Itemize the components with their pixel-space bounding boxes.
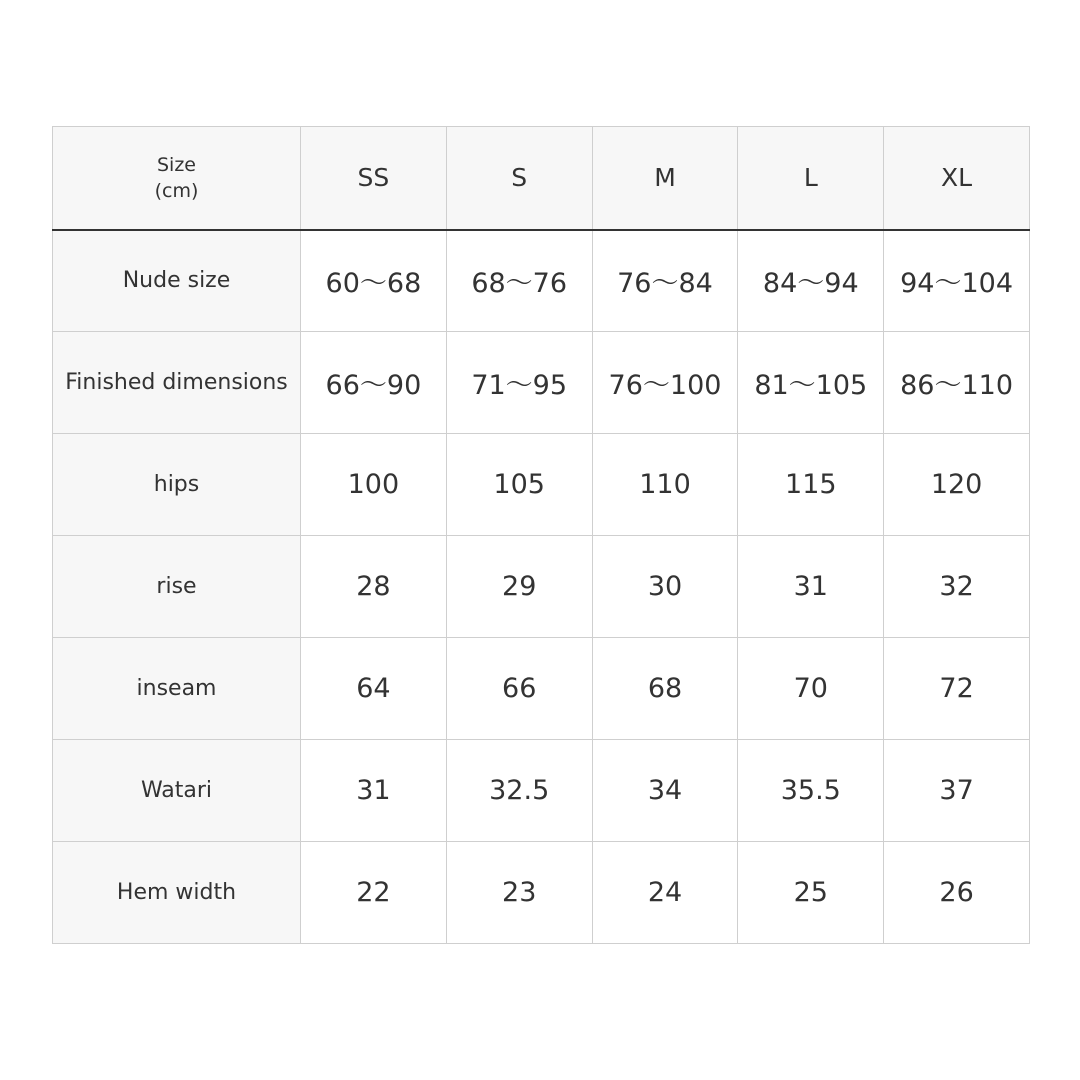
table-cell: 29 bbox=[446, 536, 592, 638]
table-cell: 76～100 bbox=[592, 332, 738, 434]
table-cell: 31 bbox=[301, 740, 447, 842]
table-cell: 66～90 bbox=[301, 332, 447, 434]
table-cell: 32.5 bbox=[446, 740, 592, 842]
table-cell: 68～76 bbox=[446, 230, 592, 332]
table-cell: 115 bbox=[738, 434, 884, 536]
table-cell: 24 bbox=[592, 842, 738, 944]
table-row-hem-width bbox=[53, 842, 1030, 944]
table-cell: 25 bbox=[738, 842, 884, 944]
table-cell: 70 bbox=[738, 638, 884, 740]
table-cell: 120 bbox=[884, 434, 1030, 536]
table-cell: 23 bbox=[446, 842, 592, 944]
column-header-l: L bbox=[738, 127, 884, 230]
table-cell: 64 bbox=[301, 638, 447, 740]
size-chart-table bbox=[52, 126, 1030, 944]
table-cell: 72 bbox=[884, 638, 1030, 740]
table-cell: 34 bbox=[592, 740, 738, 842]
corner-header bbox=[53, 127, 301, 230]
table-row-inseam bbox=[53, 638, 1030, 740]
table-row-hips bbox=[53, 434, 1030, 536]
corner-label-size: Size bbox=[156, 153, 196, 176]
table-cell: 110 bbox=[592, 434, 738, 536]
row-label: rise bbox=[53, 536, 301, 638]
table-cell: 76～84 bbox=[592, 230, 738, 332]
table-cell: 84～94 bbox=[738, 230, 884, 332]
table-cell: 22 bbox=[301, 842, 447, 944]
table-cell: 35.5 bbox=[738, 740, 884, 842]
table-cell: 71～95 bbox=[446, 332, 592, 434]
row-label: hips bbox=[53, 434, 301, 536]
table-cell: 32 bbox=[884, 536, 1030, 638]
table-row-finished-dimensions bbox=[53, 332, 1030, 434]
column-header-m: M bbox=[592, 127, 738, 230]
table-cell: 30 bbox=[592, 536, 738, 638]
table-cell: 100 bbox=[301, 434, 447, 536]
table-cell: 94～104 bbox=[884, 230, 1030, 332]
table-cell: 60～68 bbox=[301, 230, 447, 332]
column-header-s: S bbox=[446, 127, 592, 230]
column-header-xl: XL bbox=[884, 127, 1030, 230]
row-label: Finished dimensions bbox=[53, 332, 301, 434]
table-cell: 81～105 bbox=[738, 332, 884, 434]
table-row-rise bbox=[53, 536, 1030, 638]
table-cell: 86～110 bbox=[884, 332, 1030, 434]
row-label: Watari bbox=[53, 740, 301, 842]
row-label: inseam bbox=[53, 638, 301, 740]
table-cell: 37 bbox=[884, 740, 1030, 842]
row-label: Hem width bbox=[53, 842, 301, 944]
corner-label-unit: (cm) bbox=[154, 179, 199, 202]
row-label: Nude size bbox=[53, 230, 301, 332]
table-cell: 105 bbox=[446, 434, 592, 536]
table-cell: 28 bbox=[301, 536, 447, 638]
table-cell: 66 bbox=[446, 638, 592, 740]
column-header-ss: SS bbox=[301, 127, 447, 230]
table-cell: 31 bbox=[738, 536, 884, 638]
header-row bbox=[53, 127, 1030, 230]
table-row-nude-size bbox=[53, 230, 1030, 332]
table-cell: 26 bbox=[884, 842, 1030, 944]
table-row-watari bbox=[53, 740, 1030, 842]
table-cell: 68 bbox=[592, 638, 738, 740]
